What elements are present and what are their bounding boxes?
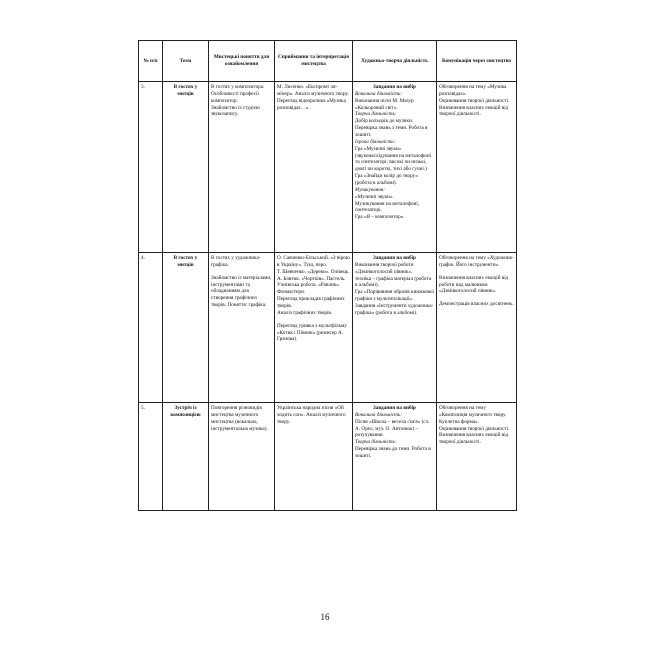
activity-line: Творча діяльність:: [355, 111, 397, 118]
num-text: 5.: [141, 405, 145, 411]
cell-activity: [353, 403, 437, 511]
activity-line: Гра «Порівняння образів книжкової графіки з мультиплікації».: [355, 289, 435, 303]
communication-line: Обговорення на тему «Художник-графік. Його інструменти».: [439, 255, 514, 268]
cell-num: [139, 253, 163, 403]
cell-concepts: [209, 253, 275, 403]
cell-concepts: [209, 403, 275, 511]
cell-communication: [437, 253, 517, 403]
cell-perception: [275, 253, 353, 403]
communication-line: Демонстрація власних досягнень.: [439, 301, 514, 308]
cell-num: [139, 82, 163, 253]
topic-text: В гостях у митців: [173, 84, 198, 97]
perception-line: Учнівська робота. «Равлик». Фломастери.: [277, 282, 341, 296]
lesson-plan-table: [138, 40, 517, 511]
perception-line: Перегляд відеоролика «Музика розповідає…».: [277, 97, 346, 111]
activity-line: Гра «Я – композитор».: [355, 214, 405, 221]
perception-line: А. Бовтик. «Чортків». Пастель.: [277, 275, 346, 282]
communication-line: Визначення власних емоцій від роботи над малюнком «Дзвінкоголосий півник».: [439, 274, 509, 295]
topic-text: В гостях у митців: [173, 255, 198, 268]
header-topic: Тема: [163, 41, 209, 82]
communication-line: Обговорення на тему «Композиція музичного твору. Куплетна форма».: [439, 405, 507, 425]
perception-line: Українська народна пісня «Ой ходить сон». Аналіз музичного твору.: [277, 405, 346, 425]
activity-line: Добір кольорів до музики. Перевірка знань з теми. Робота в зошиті.: [355, 118, 428, 139]
cell-topic: [163, 82, 209, 253]
cell-topic: [163, 403, 209, 511]
communication-line: Обговорення на тему «Музика розповідає».: [439, 84, 507, 97]
perception-line: О. Савченко-Більський. «З вірою в Україну». Туш, перо.: [277, 255, 350, 268]
activity-line: Завдання на вибір: [373, 405, 416, 411]
communication-line: Оцінювання творчої діяльності.: [439, 97, 510, 104]
activity-line: Ігрова діяльність:: [355, 138, 396, 145]
activity-line: Завдання на вибір: [373, 84, 416, 90]
activity-line: «Музичні звуки».: [355, 193, 394, 200]
topic-text: Зустріч із композицією: [170, 405, 201, 418]
cell-perception: [275, 82, 353, 253]
activity-line: Творча діяльність:: [355, 439, 397, 446]
concepts-line: Знайомство із матеріалами, інструментами та обладнанням для створення графічних творів. Поняття: графіка.: [211, 274, 272, 309]
header-number: № п/п: [139, 41, 163, 82]
concepts-line: Повторення різновидів мистецтва музичного мистецтва (вокальна, інструментальна музика).: [211, 405, 268, 432]
table-row: [139, 82, 517, 253]
table-header-row: [139, 41, 517, 82]
activity-line: Музикування:: [355, 186, 385, 193]
perception-line: Аналіз графічних творів.: [277, 309, 333, 316]
activity-line: техніка – графіка матеріал (робота в альбомі).: [355, 275, 432, 289]
table-row: [139, 253, 517, 403]
header-communication: Комунікація через мистецтво: [437, 41, 517, 82]
activity-line: Гра «Знайди колір до твору» (робота в альбомі).: [355, 173, 418, 187]
activity-line: Пісня «Школа – весела сім'я» (сл. А. Орел, муз. О. Антонюк) – розучування.: [355, 418, 430, 439]
cell-communication: [437, 403, 517, 511]
activity-line: Виконання творчої роботи «Дзвінкоголосий півник».: [355, 261, 414, 275]
activity-line: Завдання на вибір: [373, 255, 416, 261]
communication-line: Визначення власних емоцій від творчої діяльності.: [439, 104, 509, 118]
cell-activity: [353, 82, 437, 253]
perception-line: Перегляд прикладів графічних творів.: [277, 296, 345, 310]
concepts-line: Особливості професії композитор.: [211, 90, 259, 104]
cell-concepts: [209, 82, 275, 253]
num-text: 3.: [141, 84, 145, 90]
concepts-line: В гостях у художника-графіка.: [211, 255, 261, 268]
concepts-line: В гостях у композитора.: [211, 84, 265, 90]
header-perception: Сприймання та інтерпретація мистецтва: [275, 41, 353, 82]
communication-line: Визначення власних емоцій від творчої діяльності.: [439, 432, 509, 446]
cell-perception: [275, 403, 353, 511]
activity-line: Перевірка знань до теми. Робота в зошиті.: [355, 446, 431, 460]
num-text: 4.: [141, 255, 145, 261]
perception-line: Перегляд уривка з мультфільму «Котик і Півник» (режисер А. Грачова).: [277, 322, 347, 343]
activity-line: Гра «Музичні звуки» (звуконаслідування на металофоні та синтезаторі: високі чи низькі, довгі чи короткі, тихі або гучні.): [355, 145, 432, 173]
cell-communication: [437, 82, 517, 253]
activity-line: Виконання пісні М. Мазур «Кольоровий світ».: [355, 97, 414, 111]
header-concepts: Мистецькі поняття для ознайомлення: [209, 41, 275, 82]
cell-topic: [163, 253, 209, 403]
cell-activity: [353, 253, 437, 403]
activity-line: Вокальна діяльність:: [355, 90, 402, 97]
activity-line: Завдання «Інструменти художника-графіка» (робота в альбомі).: [355, 303, 434, 316]
table-row: [139, 403, 517, 511]
page-number: 16: [320, 612, 330, 622]
activity-line: Музикування на металофоні, синтезаторі.: [355, 200, 420, 214]
activity-line: Вокальна діяльність:: [355, 411, 402, 418]
perception-line: Т. Шевченко. «Дерево». Олівець.: [277, 268, 350, 275]
concepts-line: Знайомство із студією звукозапису.: [211, 104, 260, 118]
perception-line: М. Лисенко. «Експромт ля-мінор». Аналіз музичного твору.: [277, 84, 349, 97]
cell-num: [139, 403, 163, 511]
communication-line: Оцінювання творчої діяльності.: [439, 425, 510, 432]
header-activity: Художньо-творча діяльність: [353, 41, 437, 82]
